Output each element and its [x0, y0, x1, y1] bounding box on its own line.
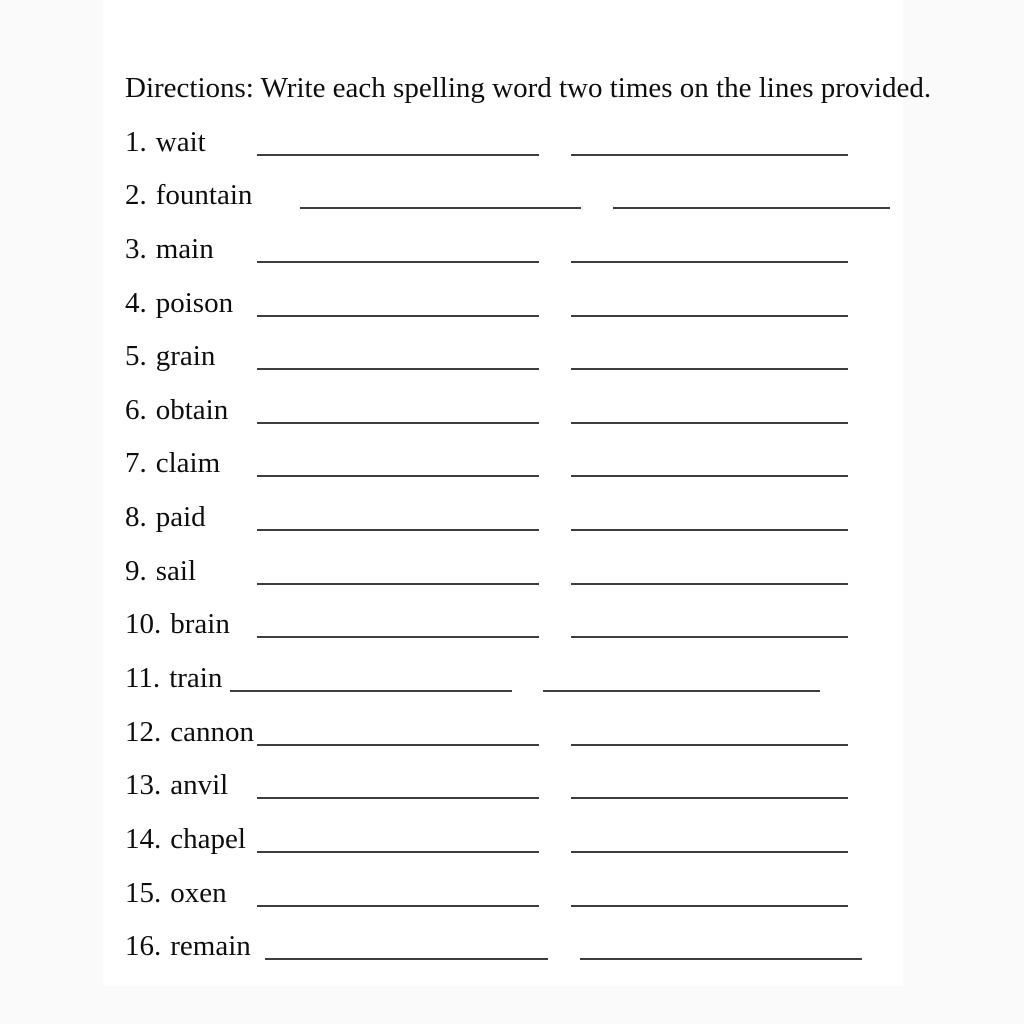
word-row [125, 706, 895, 760]
word-label [125, 338, 215, 374]
writing-line-1 [257, 583, 539, 585]
spelling-word-list [125, 116, 895, 974]
word-row [125, 760, 895, 814]
word-number: 5. [125, 340, 147, 373]
writing-line-1 [257, 315, 539, 317]
word-label [125, 606, 230, 642]
writing-line-2 [571, 475, 848, 477]
writing-line-2 [580, 958, 862, 960]
word-label [125, 714, 254, 750]
writing-line-1 [265, 958, 548, 960]
word-number: 3. [125, 232, 147, 265]
writing-line-2 [571, 636, 848, 638]
word-label [125, 553, 196, 589]
word-row [125, 331, 895, 385]
spelling-word: grain [155, 340, 216, 373]
word-label [125, 285, 233, 321]
spelling-word: obtain [155, 393, 229, 426]
word-number: 16. [125, 930, 162, 963]
word-row [125, 813, 895, 867]
word-number: 7. [125, 447, 147, 480]
word-label [125, 231, 214, 267]
word-row [125, 491, 895, 545]
writing-line-2 [571, 315, 848, 317]
spelling-word: remain [170, 930, 251, 963]
word-number: 11. [125, 662, 161, 695]
worksheet-page [103, 0, 932, 986]
writing-line-1 [257, 154, 539, 156]
word-number: 10. [125, 608, 162, 641]
spelling-word: cannon [170, 715, 254, 748]
spelling-word: oxen [170, 876, 227, 909]
writing-line-2 [571, 368, 848, 370]
writing-line-1 [257, 744, 539, 746]
word-label [125, 660, 222, 696]
spelling-word: chapel [170, 822, 246, 855]
writing-line-1 [257, 261, 539, 263]
worksheet-content [125, 0, 932, 986]
spelling-word: claim [155, 447, 221, 480]
word-label [125, 821, 246, 857]
word-number: 12. [125, 715, 162, 748]
word-number: 14. [125, 822, 162, 855]
spelling-word: poison [155, 286, 234, 319]
word-row [125, 599, 895, 653]
word-number: 6. [125, 393, 147, 426]
writing-line-2 [571, 261, 848, 263]
spelling-word: train [169, 662, 223, 695]
word-row [125, 223, 895, 277]
writing-line-1 [257, 797, 539, 799]
word-number: 1. [125, 125, 147, 158]
writing-line-1 [257, 475, 539, 477]
writing-line-1 [257, 368, 539, 370]
writing-line-2 [571, 154, 848, 156]
directions-text: Directions: Write each spelling word two times on the lines provided. [125, 72, 932, 104]
spelling-word: wait [155, 125, 206, 158]
word-label [125, 767, 228, 803]
spelling-word: sail [155, 554, 197, 587]
writing-line-1 [257, 851, 539, 853]
spelling-word: anvil [170, 769, 229, 802]
writing-line-2 [613, 207, 890, 209]
writing-line-2 [543, 690, 820, 692]
word-number: 13. [125, 769, 162, 802]
word-label [125, 392, 228, 428]
word-label [125, 928, 251, 964]
writing-line-2 [571, 583, 848, 585]
writing-line-2 [571, 744, 848, 746]
word-label [125, 124, 206, 160]
spelling-word: paid [155, 501, 206, 534]
word-row [125, 277, 895, 331]
writing-line-1 [257, 529, 539, 531]
word-row [125, 545, 895, 599]
word-number: 15. [125, 876, 162, 909]
writing-line-2 [571, 529, 848, 531]
writing-line-1 [257, 905, 539, 907]
word-row [125, 170, 895, 224]
word-label [125, 445, 220, 481]
writing-line-1 [300, 207, 581, 209]
word-row [125, 867, 895, 921]
word-row [125, 921, 895, 975]
word-row [125, 438, 895, 492]
word-number: 2. [125, 179, 147, 212]
writing-line-1 [257, 422, 539, 424]
word-number: 4. [125, 286, 147, 319]
word-label [125, 875, 227, 911]
spelling-word: brain [170, 608, 230, 641]
word-row [125, 652, 895, 706]
spelling-word: fountain [155, 179, 253, 212]
word-label [125, 499, 206, 535]
writing-line-2 [571, 422, 848, 424]
writing-line-1 [230, 690, 512, 692]
word-number: 8. [125, 501, 147, 534]
spelling-word: main [155, 232, 214, 265]
writing-line-2 [571, 905, 848, 907]
word-row [125, 384, 895, 438]
writing-line-1 [257, 636, 539, 638]
writing-line-2 [571, 797, 848, 799]
word-number: 9. [125, 554, 147, 587]
word-row [125, 116, 895, 170]
word-label [125, 177, 252, 213]
writing-line-2 [571, 851, 848, 853]
